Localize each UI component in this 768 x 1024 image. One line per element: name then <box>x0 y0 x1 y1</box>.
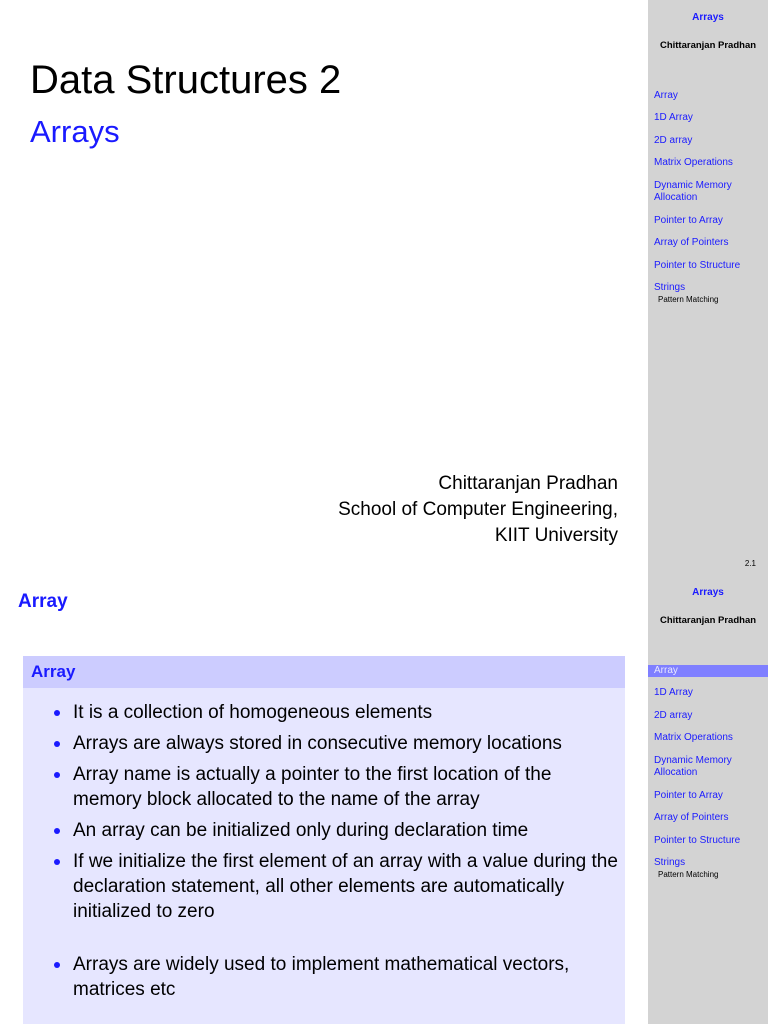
sidebar-item-dynamic-memory-allocation[interactable]: Dynamic Memory Allocation <box>654 755 732 778</box>
sidebar-item-matrix-operations[interactable]: Matrix Operations <box>654 732 733 743</box>
sidebar-subitem-pattern-matching[interactable]: Pattern Matching <box>658 295 719 304</box>
bullet-list <box>23 688 625 1002</box>
page-number: 2.1 <box>744 559 756 568</box>
sidebar-item-2d-array[interactable]: 2D array <box>654 710 693 721</box>
sidebar <box>648 575 768 1024</box>
sidebar-nav <box>648 90 768 305</box>
sidebar-nav <box>648 665 768 880</box>
definition-block <box>23 656 625 1024</box>
sidebar <box>648 0 768 575</box>
presentation-title: Data Structures 2 <box>30 58 342 102</box>
sidebar-title[interactable]: Arrays <box>692 12 724 23</box>
presentation-subtitle: Arrays <box>30 114 120 149</box>
sidebar-item-1d-array[interactable]: 1D Array <box>654 687 693 698</box>
sidebar-item-matrix-operations[interactable]: Matrix Operations <box>654 157 733 168</box>
bullet-item: Arrays are always stored in consecutive memory locations <box>49 731 625 756</box>
sidebar-item-array-of-pointers[interactable]: Array of Pointers <box>654 237 729 248</box>
sidebar-item-strings[interactable]: Strings <box>654 282 686 293</box>
bullet-item: Arrays are widely used to implement mathematical vectors, matrices etc <box>49 952 625 1002</box>
author-university: KIIT University <box>494 525 618 546</box>
sidebar-item-array[interactable]: Array <box>654 90 678 101</box>
sidebar-item-strings[interactable]: Strings <box>654 857 686 868</box>
sidebar-title[interactable]: Arrays <box>692 587 724 598</box>
sidebar-item-pointer-to-structure[interactable]: Pointer to Structure <box>654 260 741 271</box>
sidebar-author: Chittaranjan Pradhan <box>659 615 757 626</box>
author-name: Chittaranjan Pradhan <box>438 473 618 494</box>
sidebar-item-2d-array[interactable]: 2D array <box>654 135 693 146</box>
sidebar-item-array[interactable]: Array <box>648 665 768 677</box>
sidebar-item-1d-array[interactable]: 1D Array <box>654 112 693 123</box>
bullet-item: Array name is actually a pointer to the first location of the memory block allocated to the name of the array <box>49 762 625 812</box>
block-title: Array <box>23 656 625 688</box>
sidebar-item-pointer-to-structure[interactable]: Pointer to Structure <box>654 835 741 846</box>
bullet-item: An array can be initialized only during declaration time <box>49 818 625 843</box>
sidebar-item-pointer-to-array[interactable]: Pointer to Array <box>654 790 723 801</box>
author-school: School of Computer Engineering, <box>338 499 618 520</box>
array-slide <box>0 575 768 1024</box>
bullet-item: It is a collection of homogeneous elements <box>49 700 625 725</box>
sidebar-item-array-of-pointers[interactable]: Array of Pointers <box>654 812 729 823</box>
sidebar-item-dynamic-memory-allocation[interactable]: Dynamic Memory Allocation <box>654 180 732 203</box>
sidebar-author: Chittaranjan Pradhan <box>659 40 757 51</box>
sidebar-subitem-pattern-matching[interactable]: Pattern Matching <box>658 870 719 879</box>
bullet-item: If we initialize the first element of an array with a value during the declaration statement, all other elements are automatically initialized to zero <box>49 849 625 924</box>
sidebar-item-pointer-to-array[interactable]: Pointer to Array <box>654 215 723 226</box>
frame-title: Array <box>18 591 68 612</box>
author-block <box>338 471 618 549</box>
